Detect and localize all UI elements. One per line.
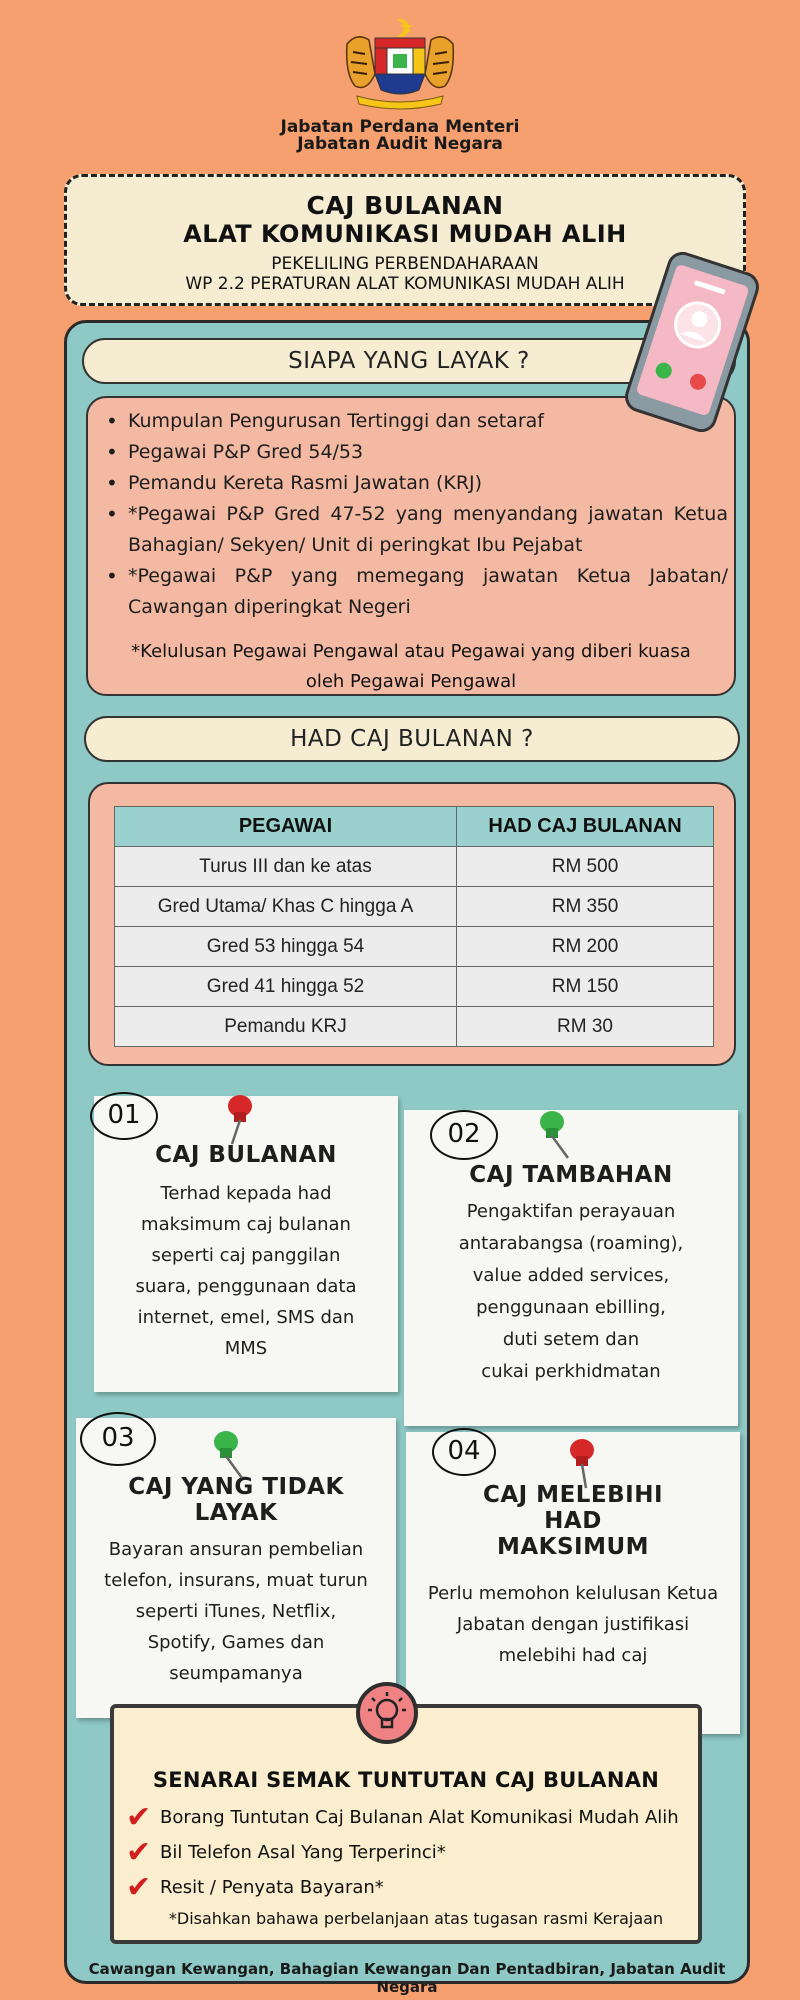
card-line: value added services, xyxy=(472,1265,670,1286)
checklist-box xyxy=(110,1704,702,1944)
card-line: cukai perkhidmatan xyxy=(481,1361,661,1382)
card-number-badge: 04 xyxy=(432,1428,496,1476)
list-item: • Kumpulan Pengurusan Tertinggi dan setaraf xyxy=(128,406,728,437)
table-row xyxy=(115,847,714,887)
agency-name-line2: Jabatan Audit Negara xyxy=(297,134,503,154)
card-body xyxy=(406,1578,740,1671)
card-line: Pengaktifan perayauan xyxy=(466,1201,676,1222)
grade-cell: Turus III dan ke atas xyxy=(115,847,457,887)
limit-cell: RM 350 xyxy=(457,887,714,927)
green-pushpin-icon xyxy=(530,1106,578,1164)
card-line: Perlu memohon kelulusan Ketua xyxy=(427,1583,719,1604)
regulation-name: WP 2.2 PERATURAN ALAT KOMUNIKASI MUDAH ALIH xyxy=(185,274,625,294)
checklist-item xyxy=(114,1835,698,1870)
card-title: CAJ YANG TIDAK LAYAK xyxy=(128,1474,344,1526)
list-item: • *Pegawai P&P yang memegang jawatan Ketua Jabatan/ Cawangan diperingkat Negeri xyxy=(128,561,728,623)
grade-cell: Gred 53 hingga 54 xyxy=(115,927,457,967)
card-number-badge: 02 xyxy=(430,1110,498,1160)
checklist-title: SENARAI SEMAK TUNTUTAN CAJ BULANAN xyxy=(152,1768,660,1792)
footer-credit: Cawangan Kewangan, Bahagian Kewangan Dan Pentadbiran, Jabatan Audit Negara xyxy=(88,1960,726,1996)
card-title: CAJ MELEBIHI HAD MAKSIMUM xyxy=(482,1482,664,1560)
card-line: seperti iTunes, Netflix, xyxy=(135,1601,337,1622)
card-body xyxy=(76,1534,396,1689)
checklist-item xyxy=(114,1800,698,1835)
card-title: CAJ BULANAN xyxy=(155,1142,337,1168)
table-header-row xyxy=(115,807,714,847)
column-header: HAD CAJ BULANAN xyxy=(457,807,714,847)
checklist-note: *Disahkan bahawa perbelanjaan atas tugasan rasmi Kerajaan xyxy=(168,1909,664,1928)
checklist-item-label: Resit / Penyata Bayaran* xyxy=(160,1877,384,1898)
lightbulb-icon xyxy=(360,1686,414,1740)
table-row xyxy=(115,887,714,927)
lightbulb-badge xyxy=(356,1682,418,1744)
limit-cell: RM 30 xyxy=(457,1007,714,1047)
eligibility-box xyxy=(86,396,736,696)
checklist-item xyxy=(114,1870,698,1905)
column-header: PEGAWAI xyxy=(115,807,457,847)
limit-heading: HAD CAJ BULANAN ? xyxy=(84,716,740,762)
grade-cell: Gred Utama/ Khas C hingga A xyxy=(115,887,457,927)
card-line: seumpamanya xyxy=(169,1663,303,1684)
card-line: internet, emel, SMS dan xyxy=(137,1307,355,1328)
checkmark-icon: ✔ xyxy=(126,1869,152,1905)
red-pushpin-icon xyxy=(214,1090,262,1148)
phone-icon xyxy=(612,252,772,432)
limit-cell: RM 150 xyxy=(457,967,714,1007)
limit-box xyxy=(88,782,736,1066)
card-body xyxy=(94,1178,398,1364)
card-number-badge: 01 xyxy=(90,1092,158,1140)
grade-cell: Gred 41 hingga 52 xyxy=(115,967,457,1007)
main-subtitle: ALAT KOMUNIKASI MUDAH ALIH xyxy=(183,220,627,248)
grade-cell: Pemandu KRJ xyxy=(115,1007,457,1047)
eligibility-heading: SIAPA YANG LAYAK ? xyxy=(82,338,736,384)
card-body xyxy=(404,1196,738,1388)
card-number-badge: 03 xyxy=(80,1412,156,1466)
checkmark-icon: ✔ xyxy=(126,1834,152,1870)
card-line: Spotify, Games dan xyxy=(147,1632,325,1653)
card-line: MMS xyxy=(224,1338,268,1359)
approval-note: *Kelulusan Pegawai Pengawal atau Pegawai yang diberi kuasa oleh Pegawai Pengawal xyxy=(131,641,691,692)
coat-of-arms-logo xyxy=(337,14,463,114)
main-title: CAJ BULANAN xyxy=(306,191,504,220)
red-pushpin-icon xyxy=(560,1434,608,1492)
green-pushpin-icon xyxy=(204,1426,252,1484)
limit-cell: RM 200 xyxy=(457,927,714,967)
list-item: • Pegawai P&P Gred 54/53 xyxy=(128,437,728,468)
card-line: Jabatan dengan justifikasi xyxy=(456,1614,690,1635)
table-row xyxy=(115,1007,714,1047)
card-title: CAJ TAMBAHAN xyxy=(469,1162,673,1188)
card-line: duti setem dan xyxy=(502,1329,640,1350)
limit-table xyxy=(114,806,714,1047)
card-line: telefon, insurans, muat turun xyxy=(104,1570,368,1591)
checklist-item-label: Bil Telefon Asal Yang Terperinci* xyxy=(160,1842,446,1863)
agency-name-line1: Jabatan Perdana Menteri xyxy=(280,117,520,137)
table-row xyxy=(115,927,714,967)
table-row xyxy=(115,967,714,1007)
limit-cell: RM 500 xyxy=(457,847,714,887)
card-line: Terhad kepada had xyxy=(160,1183,332,1204)
checkmark-icon: ✔ xyxy=(126,1799,152,1835)
card-line: Bayaran ansuran pembelian xyxy=(108,1539,364,1560)
card-line: suara, penggunaan data xyxy=(135,1276,357,1297)
card-line: seperti caj panggilan xyxy=(151,1245,341,1266)
list-item: • *Pegawai P&P Gred 47-52 yang menyandang jawatan Ketua Bahagian/ Sekyen/ Unit di peringkat Ibu Pejabat xyxy=(128,499,728,561)
card-line: maksimum caj bulanan xyxy=(141,1214,351,1235)
card-line: melebihi had caj xyxy=(498,1645,648,1666)
list-item: • Pemandu Kereta Rasmi Jawatan (KRJ) xyxy=(128,468,728,499)
card-line: penggunaan ebilling, xyxy=(476,1297,666,1318)
card-line: antarabangsa (roaming), xyxy=(458,1233,684,1254)
circular-name: PEKELILING PERBENDAHARAAN xyxy=(271,254,539,274)
checklist-item-label: Borang Tuntutan Caj Bulanan Alat Komunikasi Mudah Alih xyxy=(160,1807,679,1828)
